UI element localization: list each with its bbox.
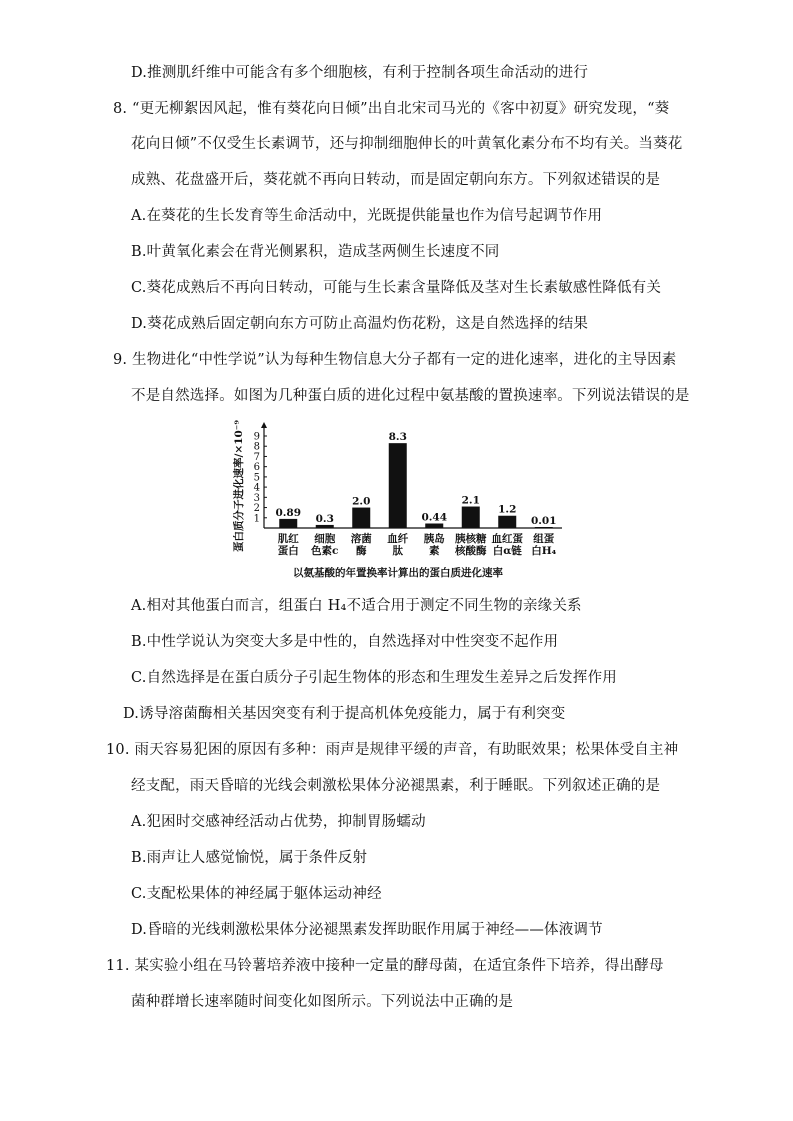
chart-category-label: 溶菌 [350, 533, 372, 545]
q9-stem-line1: 9. 生物进化“中性学说”认为每种生物信息大分子都有一定的进化速率，进化的主导因素 [113, 352, 677, 368]
chart-category-label: 细胞 [314, 533, 336, 545]
chart-y-tick-label: 4 [253, 482, 260, 494]
chart-y-axis-arrow [261, 422, 267, 428]
q8-stem-line1: 8. “更无柳絮因风起，惟有葵花向日倾”出自北宋司马光的《客中初夏》研究发现，“葵 [113, 101, 670, 117]
q8-stem-line3: 成熟、花盘盛开后，葵花就不再向日转动，而是固定朝向东方。下列叙述错误的是 [131, 172, 661, 188]
q7-option-d: D.推测肌纤维中可能含有多个细胞核，有利于控制各项生命活动的进行 [131, 65, 589, 81]
q9-stem-line2: 不是自然选择。如图为几种蛋白质的进化过程中氨基酸的置换速率。下列说法错误的是 [131, 388, 690, 404]
q8-option-a: A.在葵花的生长发育等生命活动中，光既提供能量也作为信号起调节作用 [131, 208, 603, 224]
chart-data-label: 8.3 [388, 431, 407, 444]
chart-y-tick-label: 7 [253, 451, 260, 463]
chart-category-label: 组蛋 [533, 533, 555, 545]
q10-option-c: C.支配松果体的神经属于躯体运动神经 [131, 886, 382, 902]
chart-category-label: 酶 [356, 545, 367, 557]
chart-y-tick-label: 9 [253, 431, 260, 443]
chart-category-label: 白α链 [492, 545, 522, 557]
protein-evolution-rate-chart [228, 418, 568, 583]
chart-category-label: 素 [429, 545, 440, 557]
q9-option-b: B.中性学说认为突变大多是中性的，自然选择对中性突变不起作用 [131, 634, 559, 650]
chart-y-tick-label: 5 [253, 472, 260, 484]
q11-stem-line2: 菌种群增长速率随时间变化如图所示。下列说法中正确的是 [131, 994, 514, 1010]
chart-category-label: 肽 [392, 545, 403, 557]
chart-category-label: 血红蛋 [491, 533, 523, 545]
q9-option-c: C.自然选择是在蛋白质分子引起生物体的形态和生理发生差异之后发挥作用 [131, 670, 617, 686]
chart-x-axis-label: 以氨基酸的年置换率计算出的蛋白质进化速率 [293, 567, 503, 579]
q10-stem-line2: 经支配，雨天昏暗的光线会刺激松果体分泌褪黑素，利于睡眠。下列叙述正确的是 [131, 778, 661, 794]
q10-option-d: D.昏暗的光线刺激松果体分泌褪黑素发挥助眠作用属于神经——体液调节 [131, 922, 603, 938]
chart-bar [352, 508, 370, 528]
chart-y-tick-label: 8 [253, 441, 260, 453]
q10-option-a: A.犯困时交感神经活动占优势，抑制胃肠蠕动 [131, 814, 426, 830]
chart-data-labels [275, 431, 556, 527]
chart-bar [316, 525, 334, 528]
chart-category-label: 血纤 [387, 533, 409, 545]
chart-bar [389, 443, 407, 528]
chart-data-label: 2.0 [352, 495, 371, 508]
chart-data-label: 0.44 [421, 511, 448, 524]
q10-option-b: B.雨声让人感觉愉悦，属于条件反射 [131, 850, 368, 866]
chart-category-label: 胰核糖 [455, 533, 487, 545]
chart-category-labels [278, 532, 557, 557]
chart-bar [462, 507, 480, 528]
chart-y-tick-label: 2 [253, 503, 260, 515]
chart-category-label: 核酸酶 [455, 545, 487, 557]
chart-y-axis-label: 蛋白质分子进化速率/×10⁻⁹ [233, 420, 245, 552]
chart-data-label: 2.1 [461, 494, 480, 507]
q8-option-c: C.葵花成熟后不再向日转动，可能与生长素含量降低及茎对生长素敏感性降低有关 [131, 280, 662, 296]
q9-option-a: A.相对其他蛋白而言，组蛋白 H₄不适合用于测定不同生物的亲缘关系 [131, 598, 582, 614]
chart-category-label: 肌红 [277, 533, 299, 545]
chart-data-label: 0.01 [530, 515, 557, 527]
q9-option-d: D.诱导溶菌酶相关基因突变有利于提高机体免疫能力，属于有利突变 [123, 706, 566, 722]
chart-y-ticks [254, 432, 267, 525]
chart-y-tick-label: 6 [253, 462, 260, 474]
chart-y-tick-label: 1 [253, 513, 260, 525]
chart-category-label: 蛋白 [277, 545, 299, 557]
q8-option-d: D.葵花成熟后固定朝向东方可防止高温灼伤花粉，这是自然选择的结果 [131, 316, 589, 332]
chart-category-label: 胰岛 [423, 533, 445, 545]
chart-category-label: 白H₄ [531, 545, 557, 557]
chart-data-label: 0.89 [275, 506, 302, 519]
q11-stem-line1: 11. 某实验小组在马铃薯培养液中接种一定量的酵母菌，在适宜条件下培养，得出酵母 [106, 958, 664, 974]
q8-stem-line2: 花向日倾”不仅受生长素调节，还与抑制细胞伸长的叶黄氧化素分布不均有关。当葵花 [131, 136, 683, 152]
chart-data-label: 0.3 [315, 512, 334, 525]
chart-category-label: 色素c [311, 545, 339, 557]
q10-stem-line1: 10. 雨天容易犯困的原因有多种：雨声是规律平缓的声音，有助眠效果；松果体受自主神 [106, 742, 679, 758]
chart-data-label: 1.2 [498, 503, 517, 516]
chart-bar [425, 524, 443, 528]
chart-bar [498, 516, 516, 528]
chart-axes [261, 422, 562, 528]
chart-y-tick-label: 3 [253, 492, 260, 504]
chart-y-axis-label-group [232, 420, 245, 552]
chart-bar [535, 527, 553, 528]
chart-bar [279, 519, 297, 528]
q8-option-b: B.叶黄氧化素会在背光侧累积，造成茎两侧生长速度不同 [131, 244, 500, 260]
